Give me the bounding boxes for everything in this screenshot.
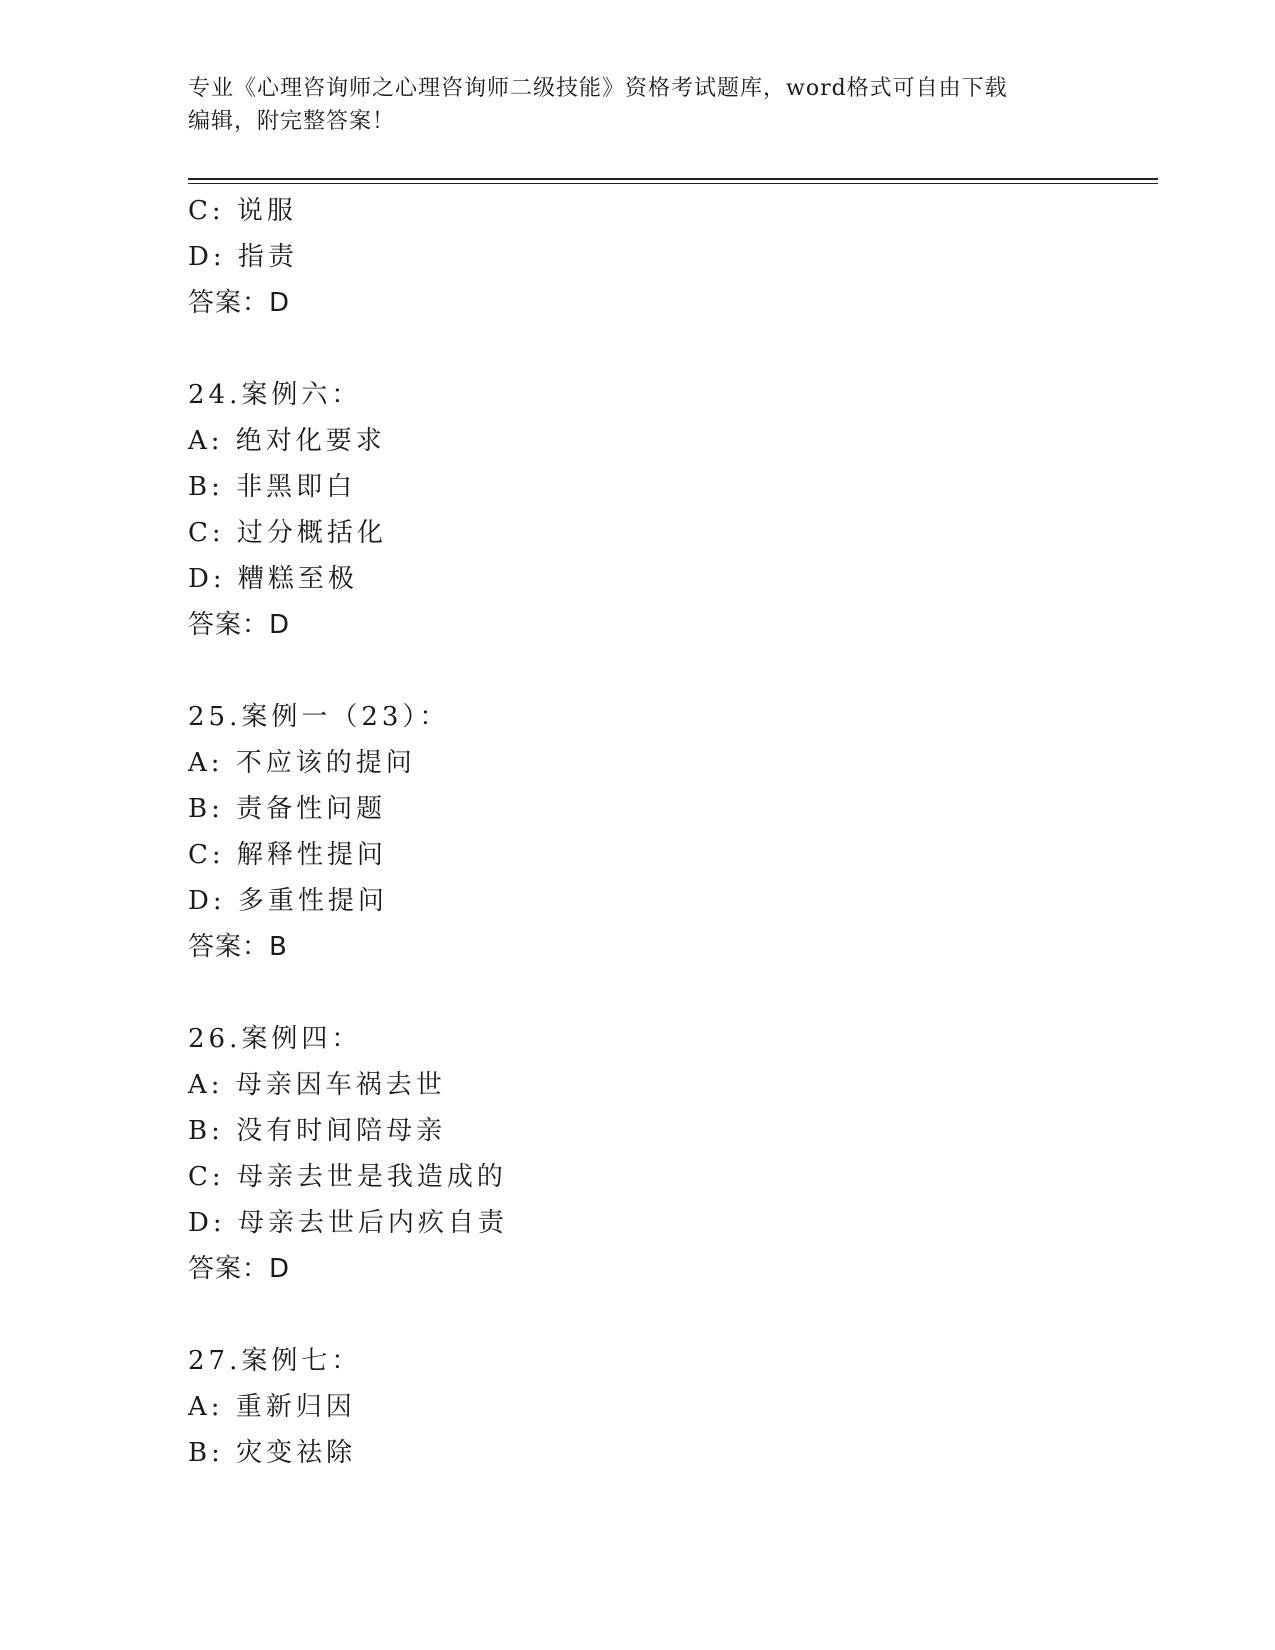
option-a: A: 母亲因车祸去世 <box>188 1070 446 1100</box>
document-header <box>188 72 1088 138</box>
option-a: A: 不应该的提问 <box>188 748 416 778</box>
option-d: D: 多重性提问 <box>188 886 388 916</box>
header-divider-thick <box>188 178 1158 180</box>
answer-line: 答案：D <box>188 288 291 318</box>
option-b: B: 没有时间陪母亲 <box>188 1116 447 1146</box>
header-divider-thin <box>188 183 1158 184</box>
question-title: 24.案例六： <box>188 380 362 410</box>
option-c: C: 过分概括化 <box>188 518 387 548</box>
option-a: A: 绝对化要求 <box>188 426 386 456</box>
question-list <box>188 188 1148 1476</box>
question-title: 27.案例七： <box>188 1346 362 1376</box>
answer-line: 答案：D <box>188 1254 291 1284</box>
option-c: C: 说服 <box>188 196 297 226</box>
question-27 <box>188 1338 1148 1476</box>
header-line-2: 编辑，附完整答案！ <box>188 109 396 134</box>
option-c: C: 解释性提问 <box>188 840 387 870</box>
question-24 <box>188 372 1148 648</box>
option-d: D: 指责 <box>188 242 298 272</box>
header-line-1: 专业《心理咨询师之心理咨询师二级技能》资格考试题库，word格式可自由下载 <box>188 76 1008 101</box>
answer-line: 答案：D <box>188 610 291 640</box>
question-25 <box>188 694 1148 970</box>
option-c: C: 母亲去世是我造成的 <box>188 1162 507 1192</box>
spacer <box>188 326 1148 372</box>
option-b: B: 灾变祛除 <box>188 1438 357 1468</box>
option-d: D: 母亲去世后内疚自责 <box>188 1208 508 1238</box>
question-title: 26.案例四： <box>188 1024 362 1054</box>
option-d: D: 糟糕至极 <box>188 564 358 594</box>
question-26 <box>188 1016 1148 1292</box>
spacer <box>188 970 1148 1016</box>
option-b: B: 非黑即白 <box>188 472 357 502</box>
spacer <box>188 1292 1148 1338</box>
question-title: 25.案例一（23）： <box>188 702 450 732</box>
option-b: B: 责备性问题 <box>188 794 387 824</box>
question-continued <box>188 188 1148 326</box>
spacer <box>188 648 1148 694</box>
option-a: A: 重新归因 <box>188 1392 356 1422</box>
answer-line: 答案：B <box>188 932 288 962</box>
